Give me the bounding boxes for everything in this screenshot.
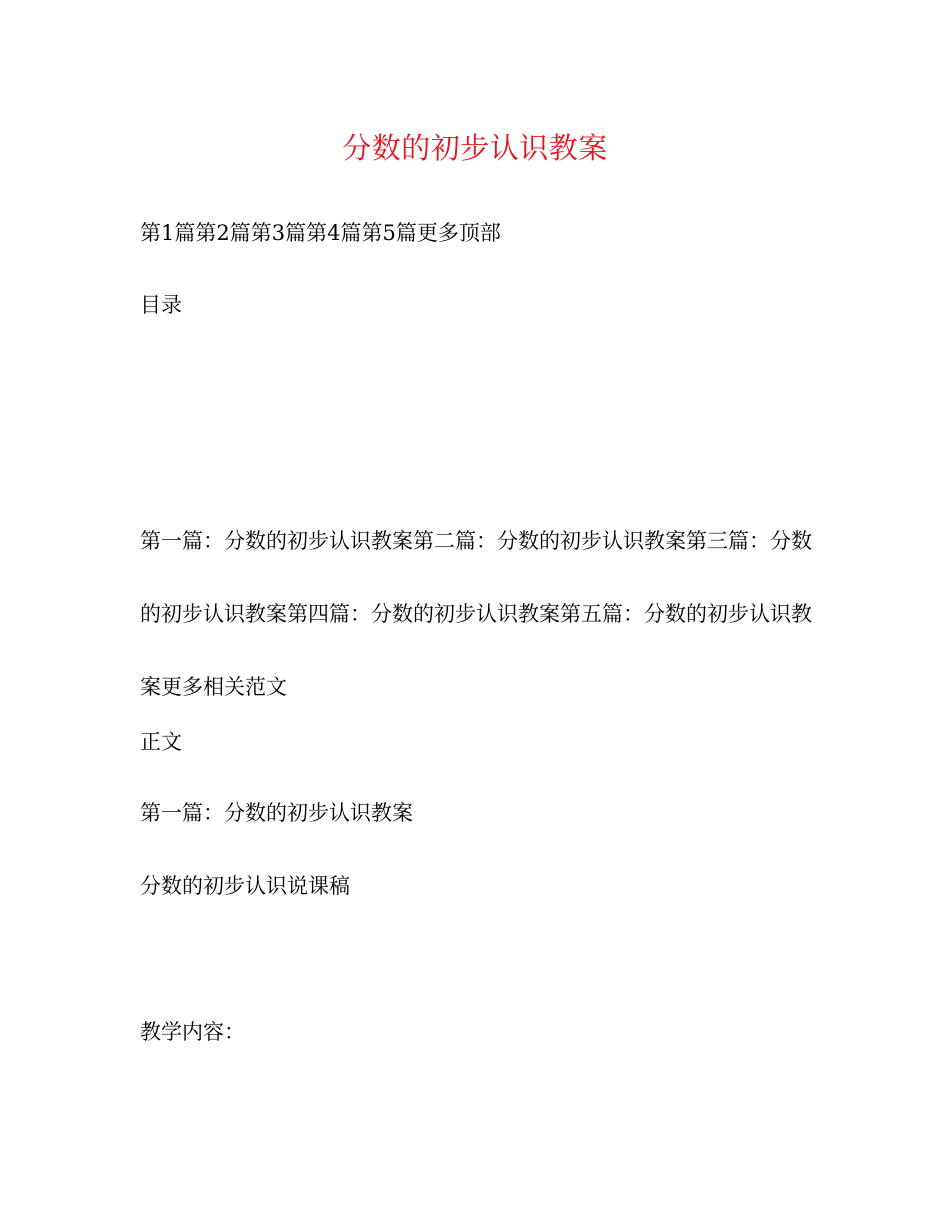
nav-link-top[interactable]: 顶部 — [458, 221, 501, 245]
document-title: 分数的初步认识教案 — [342, 131, 608, 165]
toc-entry-2[interactable]: 第二篇：分数的初步认识教案 — [413, 529, 686, 553]
nav-link-part-2[interactable]: 第2篇 — [195, 221, 251, 245]
toc-heading: 目录 — [140, 293, 182, 317]
toc-entry-3[interactable]: 第三篇：分数的初步认识教案 — [140, 529, 812, 626]
body-heading: 正文 — [140, 730, 182, 754]
nav-link-part-4[interactable]: 第4篇 — [306, 221, 362, 245]
section-1-heading: 第一篇：分数的初步认识教案 — [140, 801, 413, 825]
nav-link-more[interactable]: 更多 — [416, 221, 459, 245]
teaching-content-label: 教学内容： — [140, 1020, 245, 1044]
lecture-subtitle: 分数的初步认识说课稿 — [140, 874, 350, 898]
nav-link-part-1[interactable]: 第1篇 — [140, 221, 196, 245]
nav-link-part-5[interactable]: 第5篇 — [361, 221, 417, 245]
toc-entry-4[interactable]: 第四篇：分数的初步认识教案 — [287, 602, 560, 626]
toc-list — [140, 505, 820, 724]
toc-entry-more[interactable]: 更多相关范文 — [161, 675, 287, 699]
section-nav — [140, 218, 820, 248]
toc-entry-1[interactable]: 第一篇：分数的初步认识教案 — [140, 529, 413, 553]
nav-link-part-3[interactable]: 第3篇 — [250, 221, 307, 245]
toc-entry-5[interactable]: 第五篇：分数的初步认识教案 — [140, 602, 812, 699]
